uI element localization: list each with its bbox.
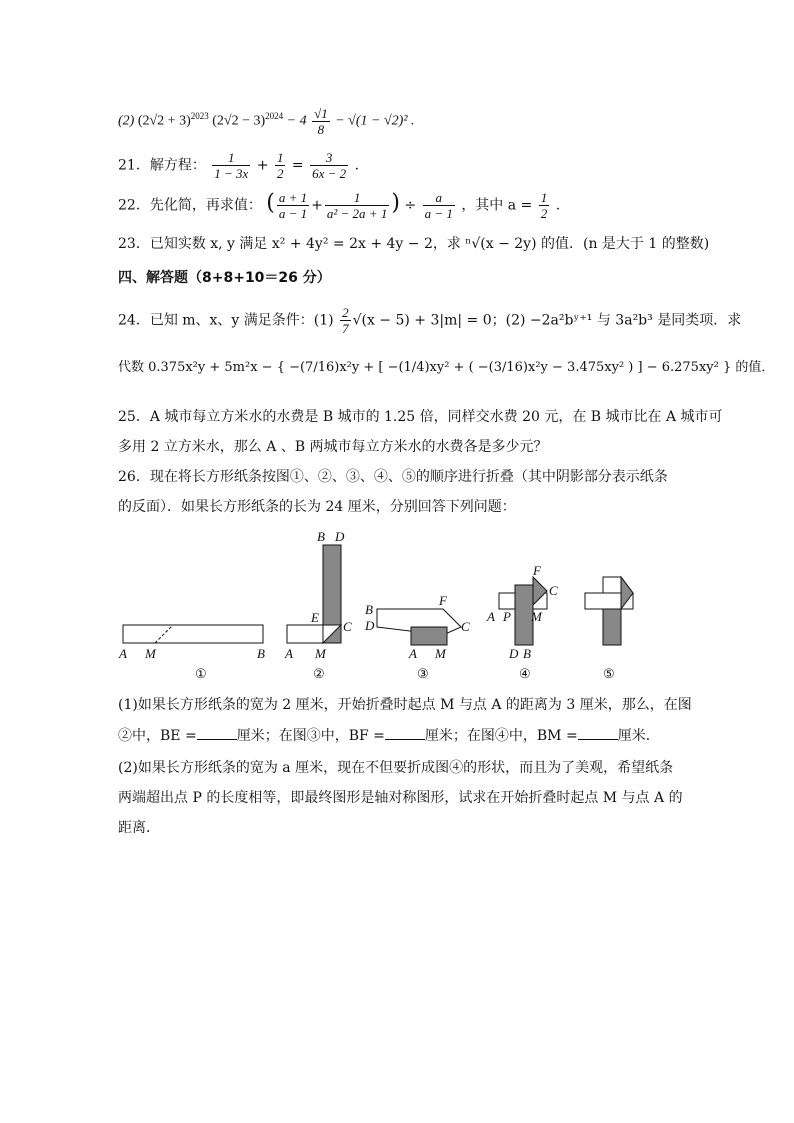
label-B-3: B <box>365 602 373 617</box>
q26-part1-line1: (1)如果长方形纸条的宽为 2 厘米，开始折叠时起点 M 与点 A 的距离为 3 厘米，那么，在图 <box>118 697 692 713</box>
q25-line2: 多用 2 立方米水，那么 A 、B 两城市每立方米水的水费各是多少元？ <box>118 439 548 455</box>
label-C-4: C <box>549 583 558 598</box>
q24-line1: 24．已知 m、x、y 满足条件：(1) $\frac{2}{7}$ √(x − 5) + 3|m| = 0；(2) −2a²bʸ⁺¹ 与 3a²b³ 是同类项．求 <box>118 305 742 336</box>
blank-BF[interactable] <box>385 725 425 740</box>
q26-part2-line2: 两端超出点 P 的长度相等，即最终图形是轴对称图形，试求在开始折叠时起点 M 与点 A 的 <box>118 790 683 806</box>
label-A-2: A <box>285 646 293 661</box>
q26-part1-line2: ②中，BE = 厘米；在图③中，BF = 厘米；在图④中，BM = 厘米． <box>118 725 660 746</box>
q26-line2: 的反面）．如果长方形纸条的长为 24 厘米，分别回答下列问题： <box>118 499 516 515</box>
q20-part2: (2) $(2√2 + 3)^{2023}$ $(2√2 - 3)^{2024} - 4$ $\frac{√1}{8}$ − √(1 − √2)² . <box>118 106 415 137</box>
label-B-4: B <box>523 646 531 661</box>
q22: 22．先化简，再求值： ( $\frac{a + 1}{a - 1}$ + $\frac{1}{\text{a² − 2a + 1}}$ ) ÷ $\frac{a}{a - 1}$ ，其中 a = $\frac{1}{2}$ . <box>118 190 561 221</box>
q20-tail: − 4 <box>286 113 307 129</box>
label-P-4: P <box>503 609 511 624</box>
label-A-4: A <box>487 609 495 624</box>
q23: 23．已知实数 x, y 满足 x² + 4y² = 2x + 4y − 2，求 ⁿ√(x − 2y) 的值．(n 是大于 1 的整数) <box>118 236 710 252</box>
label-B-1: B <box>257 646 265 661</box>
fig-label-1: ① <box>195 666 207 681</box>
q21-number: 21．解方程： <box>118 157 206 174</box>
label-D-3: D <box>365 618 375 633</box>
fig-label-4: ④ <box>519 666 531 681</box>
q20-end: . <box>407 113 415 129</box>
label-C-3: C <box>461 619 470 634</box>
sqrt-1-8: $\frac{√1}{8}$ <box>314 106 328 137</box>
fig-label-5: ⑤ <box>603 666 615 681</box>
label-M-1: M <box>145 646 156 661</box>
fig-label-3: ③ <box>417 666 429 681</box>
blank-BE[interactable] <box>197 725 237 740</box>
label-C-2: C <box>343 619 352 634</box>
label-D-2: D <box>335 529 345 544</box>
q20-label: (2) <box>118 113 135 129</box>
q26-line1: 26．现在将长方形纸条按图①、②、③、④、⑤的顺序进行折叠（其中阴影部分表示纸条 <box>118 469 668 485</box>
label-M-3: M <box>435 646 446 661</box>
label-A-1: A <box>119 646 127 661</box>
q26-part2-line1: (2)如果长方形纸条的宽为 a 厘米，现在不但要折成图④的形状，而且为了美观，希望纸条 <box>118 760 674 776</box>
fig-label-2: ② <box>313 666 325 681</box>
label-M-2: M <box>315 646 326 661</box>
folding-figure <box>115 525 645 685</box>
q25-line1: 25．A 城市每立方米水的水费是 B 城市的 1.25 倍，同样交水费 20 元，在 B 城市比在 A 城市可 <box>118 409 723 425</box>
label-M-4: M <box>531 609 542 624</box>
label-D-4: D <box>509 646 519 661</box>
label-F-3: F <box>439 593 447 608</box>
label-F-4: F <box>533 563 541 578</box>
q24-line2: 代数 0.375x²y + 5m²x − { −(7/16)x²y + [ −(1/4)xy² + ( −(3/16)x²y − 3.475xy² ) ] − 6.275xy² } 的值． <box>118 360 775 375</box>
q22-number: 22．先化简，再求值： <box>118 197 262 214</box>
label-B-2: B <box>317 529 325 544</box>
q21: 21．解方程： $\frac{1}{1 - 3x}$ + $\frac{1}{2}$ = $\frac{3}{6x - 2}$ . <box>118 150 360 181</box>
strip-fig1 <box>123 625 263 643</box>
label-A-3: A <box>409 646 417 661</box>
label-E-2: E <box>311 610 319 625</box>
blank-BM[interactable] <box>578 725 618 740</box>
q26-part2-line3: 距离． <box>118 820 160 836</box>
section-4-title: 四、解答题（8+8+10＝26 分） <box>118 270 331 286</box>
